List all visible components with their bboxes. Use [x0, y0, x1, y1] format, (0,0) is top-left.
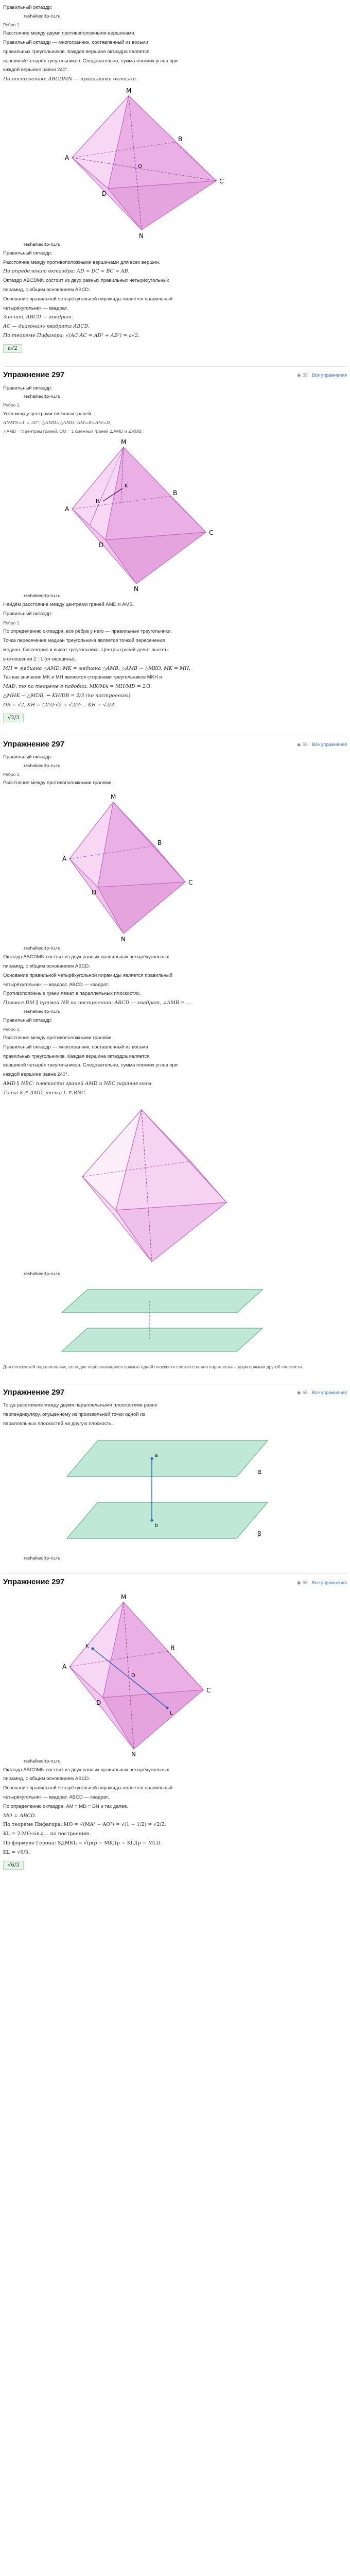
- vertex-label: A: [65, 505, 69, 513]
- text-line: правильных треугольников. Каждая вершина октаэдра является: [3, 1053, 150, 1059]
- all-exercises-link[interactable]: Все упражнения: [311, 372, 347, 378]
- text-line: Угол между центрами смежных граней.: [3, 411, 93, 417]
- vertex-label: D: [96, 1699, 101, 1706]
- text-line: AC — диагональ квадрата ABCD.: [3, 324, 90, 330]
- exercise-1: [0, 360, 350, 730]
- planes-perpendicular-figure: [21, 1430, 329, 1554]
- exercise-tools: [297, 1389, 347, 1396]
- formula: KL = √6/3.: [3, 1849, 30, 1855]
- vertex-label: M: [121, 1593, 127, 1601]
- views-counter: [297, 741, 308, 748]
- octahedron-figure-5: [21, 1592, 329, 1757]
- vertex-label: B: [157, 839, 162, 847]
- text-line: MAD, то по теореме о подобии: MK/MA = MH/MD = 2/3.: [3, 684, 152, 690]
- text-line: Ребро 1.: [3, 402, 21, 408]
- text-line: Правильный октаэдр:: [3, 250, 52, 256]
- text-line: Точка K ∈ AMD, точка L ∈ BNC.: [3, 1090, 87, 1096]
- answer-box: √6/3: [3, 1861, 24, 1870]
- text-line: Так как значения MK и MH являются сторонами треугольников MKH и: [3, 674, 162, 681]
- vertex-label: C: [219, 177, 224, 185]
- text-line: Расстояние между противоположными вершинами для всех вершин.: [3, 259, 161, 265]
- vertex-label: N: [131, 1750, 136, 1757]
- views-counter: [297, 1580, 308, 1586]
- views-counter: [297, 372, 308, 378]
- all-exercises-link[interactable]: Все упражнения: [311, 1390, 347, 1396]
- text-line: △AMB = □ центрам граней. OM = 1 смежных граней ∠AMD и ∠AMB.: [3, 428, 143, 434]
- vertex-label: C: [206, 1686, 211, 1694]
- text-line: вершиной четырёх треугольников. Следовательно, сумма плоских углов при: [3, 1062, 178, 1069]
- face: [108, 181, 216, 230]
- all-exercises-link[interactable]: Все упражнения: [311, 1580, 347, 1585]
- face: [103, 1690, 203, 1749]
- text-line: Ребро 1.: [3, 1026, 21, 1032]
- parallel-planes-figure: [21, 1279, 329, 1362]
- vertex-label: B: [173, 489, 178, 497]
- text-line: пирамид, с общим основанием ABCD.: [3, 963, 90, 969]
- vertex-label: C: [209, 529, 214, 537]
- exercise-header: [3, 1573, 347, 1589]
- face: [106, 447, 206, 540]
- watermark: reshalkeditp-ru.ru: [24, 1555, 61, 1561]
- text-line: четырёхугольник — квадрат.: [3, 305, 68, 311]
- point: [166, 1706, 169, 1709]
- watermark: reshalkeditp-ru.ru: [24, 1009, 61, 1014]
- exercise-header: [3, 1384, 347, 1400]
- text-line: Октаэдр ABCDMN состоит из двух равных правильных четырёхугольных: [3, 1767, 169, 1773]
- vertex-label: M: [121, 438, 127, 446]
- text-line: Расстояние между противоположными гранями.: [3, 1035, 113, 1041]
- plane-alpha: [62, 1290, 262, 1313]
- watermark: reshalkeditp-ru.ru: [24, 13, 61, 19]
- vertex-label: K: [85, 1643, 89, 1649]
- views-count: 55: [302, 1390, 308, 1396]
- point-label: a: [154, 1451, 158, 1459]
- eye-icon: ◉: [296, 372, 301, 378]
- text-line: Противоположные грани лежат в параллельных плоскостях.: [3, 991, 141, 997]
- text-line: Правильный октаэдр:: [3, 385, 52, 391]
- plane-label: α: [257, 1468, 261, 1476]
- text-line: пирамид, с общим основанием ABCD.: [3, 1776, 90, 1782]
- text-line: параллельных плоскостей на другую плоскость.: [3, 1420, 113, 1427]
- plane-beta: [67, 1502, 268, 1538]
- text-line: По определению октаэдра, все рёбра у него — правильные треугольники.: [3, 629, 172, 635]
- text-line: Октаэдр ABCDMN состоит из двух равных правильных четырёхугольных: [3, 278, 169, 284]
- watermark: reshalkeditp-ru.ru: [24, 764, 61, 769]
- text-line: Расстояние между двумя противоположными вершинами.: [3, 30, 136, 37]
- vertex-label: D: [99, 541, 104, 549]
- text-line: в отношении 2 : 1 (от вершины).: [3, 656, 76, 662]
- text-line: медиан, биссектрис и высот треугольника. Центры граней делят высоты: [3, 647, 169, 653]
- point-label: b: [154, 1521, 158, 1529]
- views-count: 55: [302, 372, 308, 378]
- text-line: Основание правильной четырёхугольной пирамиды является правильный: [3, 1785, 173, 1791]
- text-line: правильных треугольников. Каждая вершина октаэдра является: [3, 48, 150, 55]
- text-line: Тогда расстояние между двумя параллельными плоскостями равно: [3, 1402, 157, 1409]
- vertex-label: B: [170, 1644, 175, 1652]
- exercise-header: [3, 736, 347, 752]
- exercise-header: [3, 366, 347, 382]
- exercise-title: Упражнение 297: [3, 370, 65, 380]
- text-line: Ребро 1.: [3, 772, 21, 777]
- plane-beta: [62, 1328, 262, 1351]
- vertex-label: D: [102, 190, 107, 197]
- text-line: AMD ∥ NBC: плоскости граней AMD и NBC параллельны.: [3, 1081, 153, 1087]
- vertex-label: A: [65, 154, 69, 161]
- watermark: reshalkeditp-ru.ru: [24, 1758, 61, 1764]
- text-line: Основание правильной четырёхугольной пирамиды является правильный: [3, 972, 173, 978]
- octahedron-figure-4: [21, 1099, 329, 1269]
- watermark: reshalkeditp-ru.ru: [24, 1271, 61, 1276]
- vertex-label: O: [138, 163, 142, 170]
- watermark: reshalkeditp-ru.ru: [24, 394, 61, 399]
- text-line: четырёхугольник — квадрат, ABCD — квадрат.: [3, 981, 109, 988]
- text-line: Расстояние между противоположными гранями.: [3, 780, 113, 786]
- text-line: По определению октаэдра: AD = DC = BC = AB.: [3, 268, 130, 275]
- point: [151, 1457, 153, 1460]
- text-line: Октаэдр ABCDMN состоит из двух равных правильных четырёхугольных: [3, 954, 169, 960]
- text-line: Основание правильной четырёхугольной пирамиды является правильный: [3, 296, 173, 302]
- vertex-label: B: [178, 135, 183, 143]
- vertex-label: N: [134, 585, 138, 592]
- vertex-label: C: [188, 879, 193, 887]
- views-counter: [297, 1389, 308, 1396]
- section-1: [0, 0, 350, 360]
- text-line: MH = медиана △AMD; MK = медиана △AMB; △AMB ∼ △MKO, MK = MH.: [3, 665, 191, 671]
- vertex-label: N: [121, 936, 126, 943]
- text-line: пирамид, с общим основанием ABCD.: [3, 287, 90, 293]
- vertex-label: H: [96, 499, 100, 505]
- text-line: По построению: ABCDMN — правильный октаэдр.: [3, 76, 137, 82]
- exercise-tools: [297, 372, 347, 378]
- text-line: Правильный октаэдр — многогранник, составленный из восьми: [3, 39, 148, 45]
- text-line: Для плоскостей параллельных, если две пересекающиеся прямые одной плоскости соответственно параллельны двум прямым другой плоскости.: [3, 1364, 303, 1369]
- answer-box: a√2: [3, 344, 22, 353]
- text-line: перпендикуляру, опущенному из произвольной точки одной из: [3, 1412, 145, 1418]
- vertex-label: L: [170, 1710, 173, 1716]
- text-line: Точка пересечения медиан треугольника является точкой пересечения: [3, 638, 165, 644]
- eye-icon: ◉: [296, 1580, 301, 1585]
- vertex-label: K: [125, 483, 128, 489]
- text-line: Ребро 1.: [3, 22, 21, 27]
- octahedron-figure-2: [21, 437, 329, 591]
- eye-icon: ◉: [296, 742, 301, 748]
- eye-icon: ◉: [296, 1390, 301, 1396]
- vertex-label: A: [62, 855, 67, 863]
- exercise-title: Упражнение 297: [3, 1578, 65, 1587]
- plane-label: β: [257, 1530, 261, 1537]
- text-line: DB = √2, KH = (2/3)·√2 = √2/3·… KH = √2/3.: [3, 702, 116, 708]
- text-line: Ребро 1.: [3, 620, 21, 625]
- point: [92, 1647, 94, 1650]
- vertex-label: D: [92, 889, 97, 896]
- face: [98, 802, 185, 887]
- views-count: 55: [302, 1580, 308, 1585]
- exercise-title: Упражнение 297: [3, 1388, 65, 1397]
- text-line: Значит, ABCD — квадрат.: [3, 314, 74, 320]
- point: [151, 1519, 153, 1521]
- face: [98, 882, 185, 934]
- watermark: reshalkeditp-ru.ru: [24, 594, 61, 599]
- watermark: reshalkeditp-ru.ru: [24, 946, 61, 951]
- text-line: MO ⊥ ABCD.: [3, 1812, 37, 1819]
- formula: KL = 2·MO·sin∠… по построению.: [3, 1831, 91, 1837]
- text-line: ANMN=1 = 30°, △AMB=△AMD: AM=B=AM=D,: [3, 420, 112, 426]
- exercise-2: [0, 730, 350, 1378]
- text-line: Правильный октаэдр — многогранник, составленный из восьми: [3, 1044, 148, 1050]
- exercise-tools: [297, 741, 347, 748]
- text-line: каждой вершине равна 240°.: [3, 67, 69, 73]
- text-line: Прямая DM ∥ прямой NB по построению: ABCD — квадрат, ∠AMB = …: [3, 1000, 191, 1006]
- formula: По теореме Пифагора: MO = √(MA² − AO²) = √(1 − 1/2) = √2/2.: [3, 1822, 166, 1828]
- exercise-title: Упражнение 297: [3, 740, 65, 749]
- vertex-label: N: [139, 232, 144, 240]
- exercise-3: [0, 1378, 350, 1567]
- exercise-4: [0, 1567, 350, 1877]
- face: [116, 1202, 226, 1262]
- text-line: Правильный октаэдр:: [3, 611, 52, 617]
- octahedron-figure-3: [21, 789, 329, 944]
- vertex-label: M: [126, 87, 132, 94]
- answer-box: √2/3: [3, 714, 24, 723]
- text-line: четырёхугольник — квадрат, ABCD — квадрат.: [3, 1794, 109, 1800]
- text-line: Правильный октаэдр:: [3, 1017, 52, 1023]
- exercise-tools: [297, 1580, 347, 1586]
- views-count: 55: [302, 742, 308, 748]
- plane-alpha: [67, 1440, 268, 1477]
- text-line: Найдём расстояние между центрами граней AMD и AMB.: [3, 602, 134, 608]
- vertex-label: M: [111, 793, 116, 801]
- text-line: Правильный октаэдр:: [3, 5, 52, 10]
- text-line: Правильный октаэдр:: [3, 754, 52, 760]
- text-line: каждой вершине равна 240°.: [3, 1072, 69, 1078]
- text-line: По теореме Пифагора: √(AC·AC = AD² + AB²) = a√2.: [3, 333, 140, 339]
- vertex-label: O: [131, 1672, 135, 1679]
- octahedron-figure-1: [21, 86, 329, 240]
- text-line: По определению октаэдра, AM = MD = DN и так далее.: [3, 1803, 129, 1809]
- text-line: вершиной четырёх треугольников. Следовательно, сумма плоских углов при: [3, 58, 178, 64]
- vertex-label: A: [62, 1663, 67, 1670]
- all-exercises-link[interactable]: Все упражнения: [311, 742, 347, 748]
- formula: По формуле Герона: S△MKL = √(p(p − MK)(p − KL)(p − ML)).: [3, 1840, 162, 1846]
- face: [106, 532, 206, 584]
- watermark: reshalkeditp-ru.ru: [24, 242, 61, 247]
- text-line: △MHK ∼ △MDB, ⇒ KH/DB = 2/3 (по построению).: [3, 693, 132, 699]
